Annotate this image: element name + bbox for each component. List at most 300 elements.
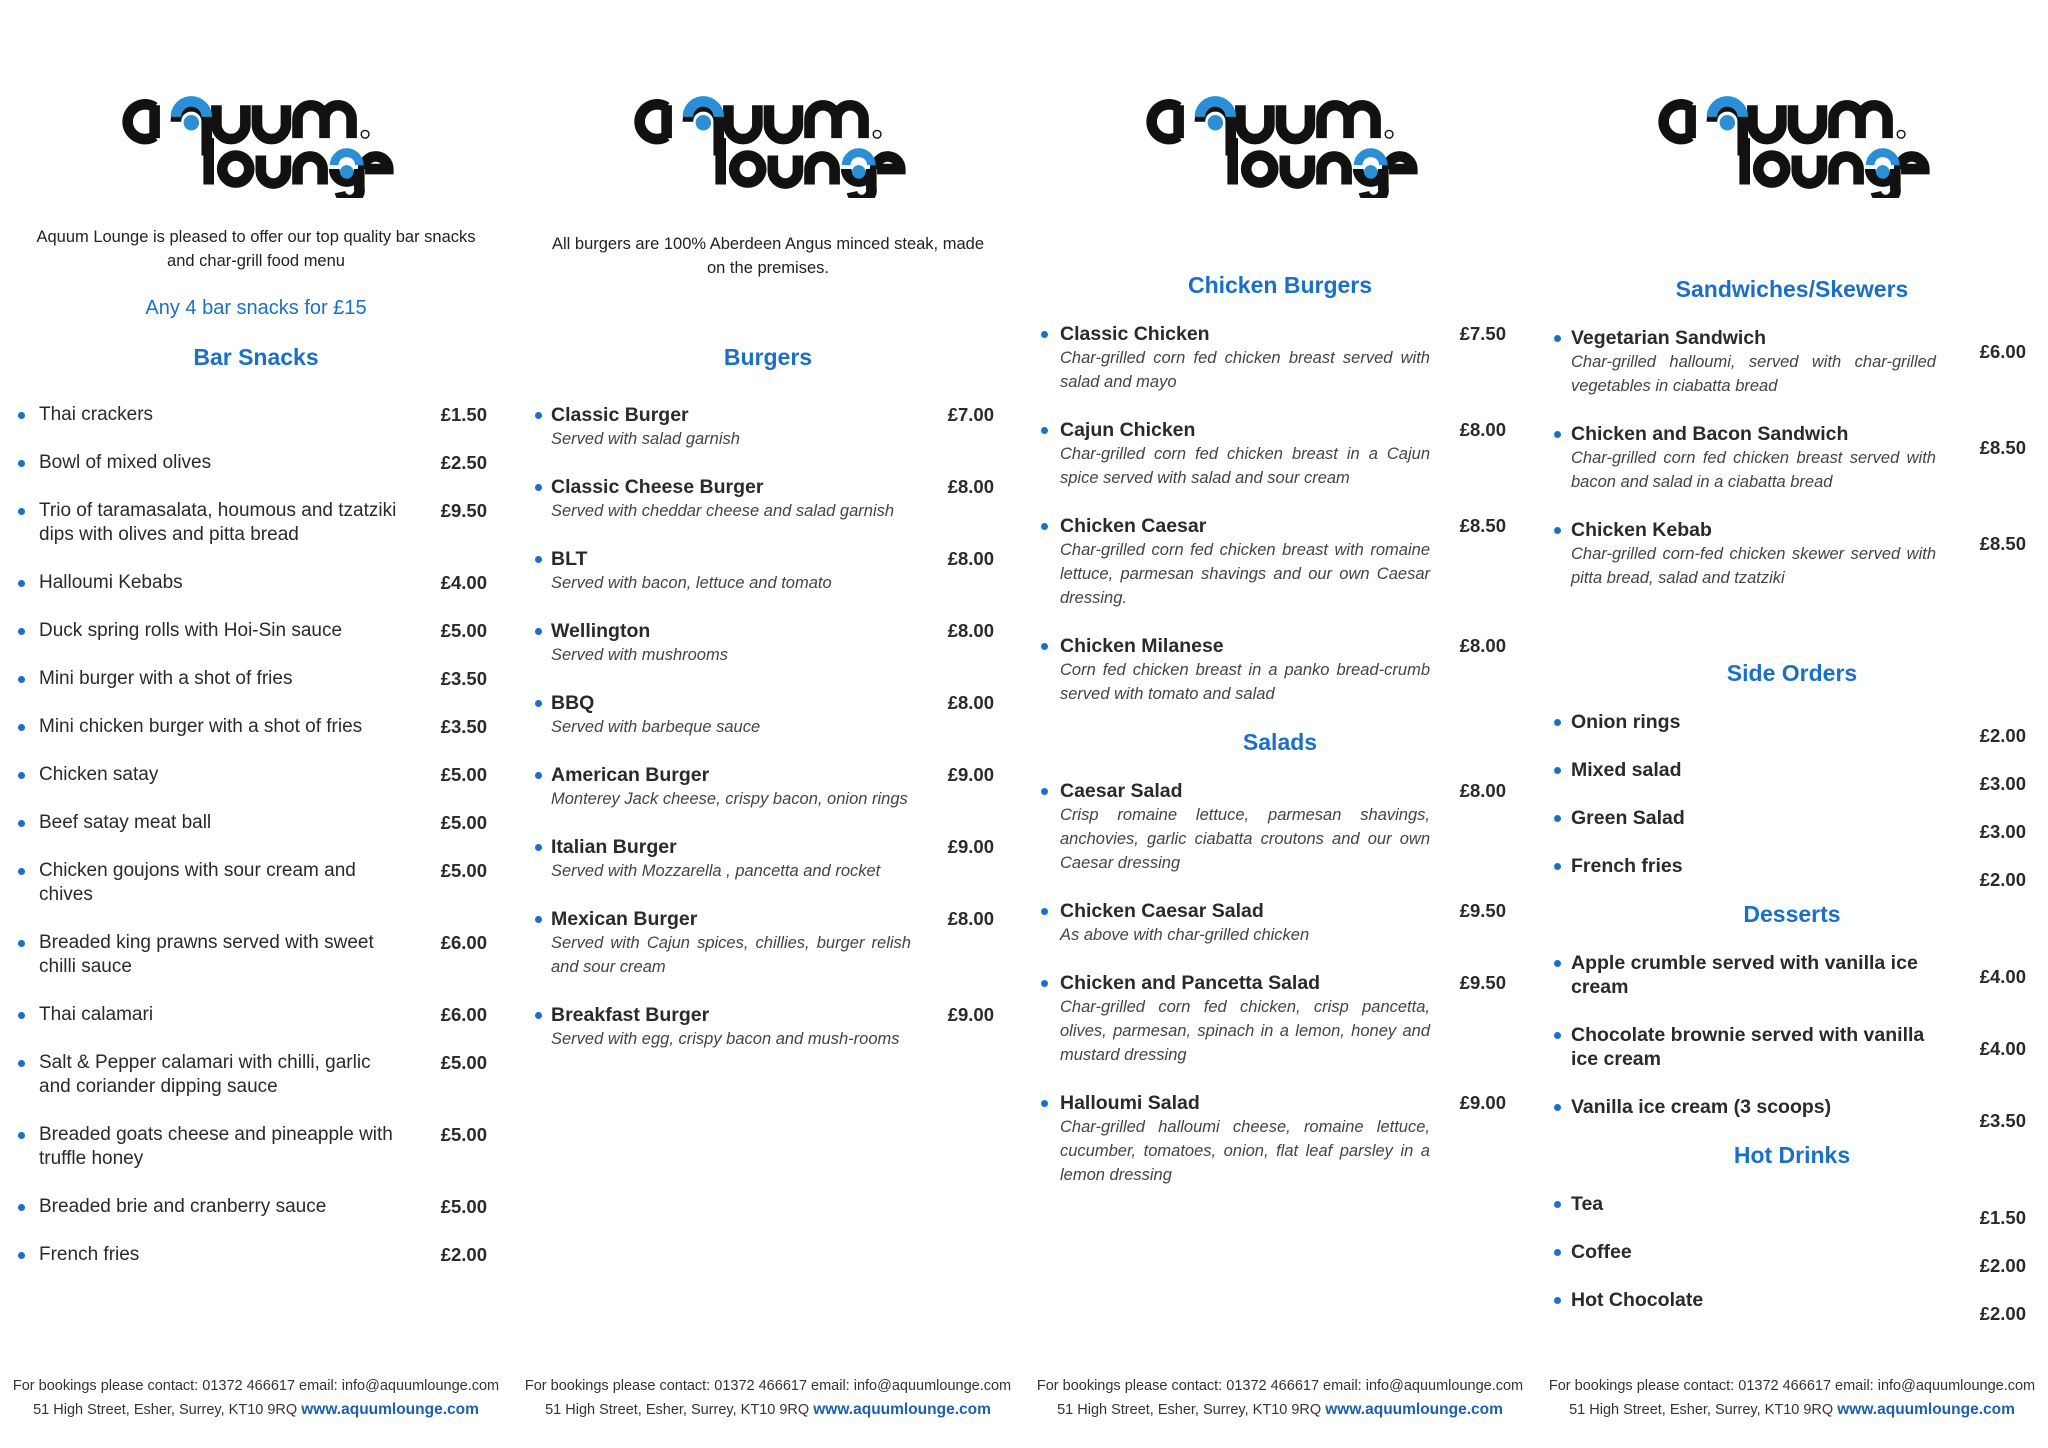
website-link[interactable]: www.aquumlounge.com (1325, 1401, 1503, 1418)
item-name: Classic Burger (551, 404, 689, 426)
menu-item (512, 835, 1024, 883)
item-body (1060, 514, 1430, 610)
menu-item (1024, 418, 1536, 490)
item-price: £6.00 (440, 1004, 487, 1025)
item-price: £9.00 (947, 836, 994, 857)
item-price: £3.00 (1979, 821, 2026, 842)
item-price: £8.00 (947, 620, 994, 641)
aquum-lounge-logo (628, 86, 908, 198)
footer-contact (1024, 1374, 1536, 1422)
item-name: Green Salad (1571, 807, 1685, 829)
item-description: Served with bacon, lettuce and tomato (551, 574, 832, 592)
menu-item (0, 931, 512, 979)
item-body (39, 403, 399, 427)
bullet-icon (1554, 863, 1561, 870)
item-name: American Burger (551, 764, 710, 786)
bullet-icon (18, 820, 25, 827)
item-description: Crisp romaine lettuce, parmesan shavings, anchovies, garlic ciabatta croutons and our own Caesar dressing (1060, 806, 1430, 872)
item-price: £8.00 (1459, 635, 1506, 656)
intro-text: Aquum Lounge is pleased to offer our top quality bar snacks and char-grill food menu (36, 228, 476, 270)
item-description: Char-grilled corn fed chicken breast served with salad and mayo (1060, 349, 1430, 391)
item-price: £8.50 (1979, 533, 2026, 554)
bullet-icon (1041, 643, 1048, 650)
bullet-icon (18, 412, 25, 419)
item-description: Served with salad garnish (551, 430, 740, 448)
aquum-lounge-logo (116, 86, 396, 198)
item-name: Chocolate brownie served with vanilla ice cream (1571, 1024, 1925, 1070)
item-body (39, 1195, 399, 1219)
menu-item (0, 1003, 512, 1027)
menu-item (1536, 1240, 2048, 1276)
item-price: £2.00 (1979, 1255, 2026, 1276)
item-price: £7.50 (1459, 323, 1506, 344)
menu-item (0, 1243, 512, 1267)
bullet-icon (535, 844, 542, 851)
menu-item (0, 403, 512, 427)
item-name: Chicken goujons with sour cream and chives (39, 860, 356, 905)
item-name: Apple crumble served with vanilla ice cream (1571, 952, 1918, 998)
item-name: Breaded brie and cranberry sauce (39, 1196, 327, 1217)
item-name: Chicken Caesar (1060, 515, 1207, 537)
menu-item (0, 571, 512, 595)
section-title: Salads (1242, 729, 1318, 755)
item-body (1571, 951, 1936, 999)
menu-item (1024, 971, 1536, 1067)
item-body (1571, 326, 1936, 398)
item-description: Served with barbeque sauce (551, 718, 761, 736)
item-name: Classic Chicken (1060, 323, 1210, 345)
item-price: £9.00 (947, 1004, 994, 1025)
item-name: BBQ (551, 692, 595, 714)
menu-item (0, 451, 512, 475)
menu-section (1024, 727, 1536, 1211)
item-body (39, 1243, 399, 1267)
menu-section (0, 342, 512, 1291)
menu-column (0, 0, 512, 1448)
bullet-icon (1041, 980, 1048, 987)
item-body (39, 667, 399, 691)
item-description: Char-grilled corn fed chicken, crisp pancetta, olives, parmesan, spinach in a lemon, honey and mustard dressing (1060, 998, 1430, 1064)
bullet-icon (18, 676, 25, 683)
bullet-icon (18, 1252, 25, 1259)
item-body (39, 859, 399, 907)
menu-item (512, 547, 1024, 595)
item-price: £5.00 (440, 1124, 487, 1145)
item-name: Chicken and Pancetta Salad (1060, 972, 1321, 994)
item-name: Italian Burger (551, 836, 677, 858)
item-price: £2.00 (1979, 869, 2026, 890)
item-body (39, 499, 399, 547)
item-description: Served with mushrooms (551, 646, 728, 664)
item-description: Char-grilled corn fed chicken breast in a Cajun spice served with salad and sour cream (1060, 445, 1430, 487)
item-name: Mixed salad (1571, 759, 1682, 781)
item-body (39, 451, 399, 475)
item-name: Mini chicken burger with a shot of fries (39, 716, 363, 737)
item-list (1024, 779, 1536, 1187)
item-price: £8.00 (1459, 780, 1506, 801)
menu-section (512, 342, 1024, 1075)
item-body (1571, 1288, 1936, 1312)
bullet-icon (1554, 815, 1561, 822)
menu-item (512, 403, 1024, 451)
menu-item (1536, 518, 2048, 590)
menu-column (1536, 0, 2048, 1448)
item-description: Char-grilled halloumi cheese, romaine lettuce, cucumber, tomatoes, onion, flat leaf parsley in a lemon dressing (1060, 1118, 1430, 1184)
item-name: Chicken Caesar Salad (1060, 900, 1264, 922)
item-name: Coffee (1571, 1241, 1632, 1263)
bullet-icon (1554, 960, 1561, 967)
item-body (1060, 1091, 1430, 1187)
item-list (0, 403, 512, 1267)
item-price: £3.50 (1979, 1110, 2026, 1131)
menu-item (0, 1123, 512, 1171)
menu-item (0, 1051, 512, 1099)
item-name: Onion rings (1571, 711, 1681, 733)
website-link[interactable]: www.aquumlounge.com (301, 1401, 479, 1418)
item-body (1571, 854, 1936, 878)
item-body (1060, 899, 1430, 947)
item-body (39, 1051, 399, 1099)
item-body (1060, 322, 1430, 394)
bullet-icon (1554, 1104, 1561, 1111)
bullet-icon (1554, 431, 1561, 438)
menu-item (0, 667, 512, 691)
bullet-icon (535, 484, 542, 491)
item-name: Duck spring rolls with Hoi-Sin sauce (39, 620, 343, 641)
menu-item (1536, 854, 2048, 890)
bullet-icon (535, 1012, 542, 1019)
section-title: Chicken Burgers (1187, 272, 1373, 298)
menu-item (512, 619, 1024, 667)
item-price: £2.00 (1979, 1303, 2026, 1324)
item-list (512, 403, 1024, 1051)
item-body (1571, 1023, 1936, 1071)
section-title: Desserts (1743, 901, 1841, 927)
item-price: £3.00 (1979, 773, 2026, 794)
item-price: £8.00 (1459, 419, 1506, 440)
menu-item (0, 1195, 512, 1219)
item-name: Chicken and Bacon Sandwich (1571, 423, 1849, 445)
item-name: Mexican Burger (551, 908, 698, 930)
menu-item (1024, 322, 1536, 394)
item-body (39, 931, 399, 979)
item-body (1571, 710, 1936, 734)
menu-item (0, 859, 512, 907)
item-body (551, 403, 911, 451)
section-title: Sandwiches/Skewers (1675, 276, 1909, 302)
item-description: Char-grilled halloumi, served with char-grilled vegetables in ciabatta bread (1571, 353, 1936, 395)
bullet-icon (18, 460, 25, 467)
item-price: £4.00 (440, 572, 487, 593)
footer-contact (512, 1374, 1024, 1422)
footer-address-line (0, 1398, 512, 1422)
footer-contact-line: For bookings please contact: 01372 466617 email: info@aquumlounge.com (1036, 1378, 1524, 1394)
menu-item (0, 715, 512, 739)
item-price: £3.50 (440, 668, 487, 689)
bullet-icon (1041, 523, 1048, 530)
bullet-icon (1554, 527, 1561, 534)
menu-item (512, 763, 1024, 811)
item-list (1024, 322, 1536, 706)
menu-item (512, 1003, 1024, 1051)
item-name: Caesar Salad (1060, 780, 1183, 802)
item-description: Char-grilled corn fed chicken breast served with bacon and salad in a ciabatta bread (1571, 449, 1936, 491)
menu-item (1536, 758, 2048, 794)
item-price: £9.50 (440, 500, 487, 521)
footer-address: 51 High Street, Esher, Surrey, KT10 9RQ (1569, 1402, 1834, 1418)
bullet-icon (18, 1060, 25, 1067)
item-list (1536, 710, 2048, 890)
menu-item (1536, 326, 2048, 398)
item-price: £9.00 (947, 764, 994, 785)
menu-item (0, 619, 512, 643)
bullet-icon (1554, 1032, 1561, 1039)
item-body (1060, 971, 1430, 1067)
bullet-icon (1554, 767, 1561, 774)
website-link[interactable]: www.aquumlounge.com (813, 1401, 991, 1418)
item-price: £8.00 (947, 692, 994, 713)
footer-contact-line: For bookings please contact: 01372 466617 email: info@aquumlounge.com (12, 1378, 500, 1394)
item-price: £6.00 (1979, 341, 2026, 362)
footer-address: 51 High Street, Esher, Surrey, KT10 9RQ (1057, 1402, 1322, 1418)
item-body (1060, 779, 1430, 875)
bullet-icon (1554, 1297, 1561, 1304)
menu-item (1536, 710, 2048, 746)
item-price: £8.00 (947, 548, 994, 569)
item-price: £9.50 (1459, 972, 1506, 993)
footer-contact (0, 1374, 512, 1422)
item-body (1571, 1095, 1936, 1119)
bullet-icon (1041, 1100, 1048, 1107)
item-price: £6.00 (440, 932, 487, 953)
promo-text: Any 4 bar snacks for £15 (145, 297, 367, 319)
menu-section (1536, 899, 2048, 1143)
menu-item (0, 763, 512, 787)
menu-item (1024, 514, 1536, 610)
bullet-icon (18, 628, 25, 635)
item-body (551, 475, 911, 523)
item-body (551, 763, 911, 811)
item-body (551, 1003, 911, 1051)
item-body (551, 691, 911, 739)
item-name: Tea (1571, 1193, 1604, 1215)
bullet-icon (535, 772, 542, 779)
footer-contact-line: For bookings please contact: 01372 466617 email: info@aquumlounge.com (524, 1378, 1012, 1394)
item-price: £4.00 (1979, 966, 2026, 987)
footer-contact (1536, 1374, 2048, 1422)
section-title: Side Orders (1726, 660, 1858, 686)
item-name: Vegetarian Sandwich (1571, 327, 1767, 349)
bullet-icon (18, 1132, 25, 1139)
item-name: Salt & Pepper calamari with chilli, garlic and coriander dipping sauce (39, 1052, 371, 1097)
item-name: BLT (551, 548, 588, 570)
item-name: Breakfast Burger (551, 1004, 710, 1026)
menu-section (1536, 1140, 2048, 1336)
bullet-icon (18, 508, 25, 515)
item-price: £9.00 (1459, 1092, 1506, 1113)
item-list (1536, 1192, 2048, 1324)
menu-item (1024, 634, 1536, 706)
bullet-icon (1554, 1201, 1561, 1208)
item-list (1536, 951, 2048, 1131)
item-price: £5.00 (440, 764, 487, 785)
menu-item (1536, 1192, 2048, 1228)
item-name: Beef satay meat ball (39, 812, 212, 833)
aquum-lounge-logo (1652, 86, 1932, 198)
bullet-icon (18, 580, 25, 587)
item-name: Cajun Chicken (1060, 419, 1196, 441)
item-name: Trio of taramasalata, houmous and tzatziki dips with olives and pitta bread (39, 500, 397, 545)
item-price: £8.50 (1459, 515, 1506, 536)
item-description: Served with egg, crispy bacon and mush-rooms (551, 1030, 900, 1048)
item-body (39, 763, 399, 787)
item-price: £5.00 (440, 1196, 487, 1217)
item-description: Char-grilled corn fed chicken breast with romaine lettuce, parmesan shavings and our own Caesar dressing. (1060, 541, 1430, 607)
bullet-icon (1554, 1249, 1561, 1256)
menu-item (1536, 1095, 2048, 1131)
menu-item (512, 475, 1024, 523)
item-body (1571, 422, 1936, 494)
menu-item (1536, 951, 2048, 999)
item-body (39, 715, 399, 739)
item-name: Vanilla ice cream (3 scoops) (1571, 1096, 1832, 1118)
item-body (1571, 806, 1936, 830)
item-body (39, 1003, 399, 1027)
menu-section (1024, 270, 1536, 730)
item-name: Classic Cheese Burger (551, 476, 764, 498)
item-name: Wellington (551, 620, 651, 642)
menu-item (1536, 1023, 2048, 1071)
bullet-icon (535, 628, 542, 635)
bullet-icon (18, 772, 25, 779)
item-price: £8.50 (1979, 437, 2026, 458)
bullet-icon (18, 940, 25, 947)
item-name: Bowl of mixed olives (39, 452, 212, 473)
menu-section (1536, 658, 2048, 902)
item-body (551, 619, 911, 667)
item-body (1571, 1240, 1936, 1264)
item-name: French fries (39, 1244, 140, 1265)
item-price: £9.50 (1459, 900, 1506, 921)
section-title: Burgers (723, 344, 813, 370)
bullet-icon (535, 412, 542, 419)
item-price: £5.00 (440, 1052, 487, 1073)
item-price: £5.00 (440, 860, 487, 881)
item-body (1060, 418, 1430, 490)
item-name: Breaded goats cheese and pineapple with truffle honey (39, 1124, 393, 1169)
bullet-icon (18, 1204, 25, 1211)
menu-item (0, 499, 512, 547)
bullet-icon (1041, 331, 1048, 338)
bullet-icon (535, 556, 542, 563)
item-price: £3.50 (440, 716, 487, 737)
item-name: Breaded king prawns served with sweet chilli sauce (39, 932, 374, 977)
bullet-icon (1041, 908, 1048, 915)
item-price: £5.00 (440, 812, 487, 833)
menu-item (0, 811, 512, 835)
aquum-lounge-logo (1140, 86, 1420, 198)
item-description: Monterey Jack cheese, crispy bacon, onion rings (551, 790, 908, 808)
footer-address: 51 High Street, Esher, Surrey, KT10 9RQ (33, 1402, 298, 1418)
item-body (39, 619, 399, 643)
item-price: £8.00 (947, 908, 994, 929)
bullet-icon (18, 724, 25, 731)
item-name: Hot Chocolate (1571, 1289, 1704, 1311)
bullet-icon (18, 868, 25, 875)
item-name: French fries (1571, 855, 1683, 877)
website-link[interactable]: www.aquumlounge.com (1837, 1401, 2015, 1418)
section-title: Bar Snacks (193, 344, 319, 370)
item-body (551, 547, 911, 595)
item-description: Served with Mozzarella , pancetta and rocket (551, 862, 881, 880)
item-name: Chicken satay (39, 764, 159, 785)
item-description: Served with Cajun spices, chillies, burger relish and sour cream (551, 934, 911, 976)
item-body (39, 571, 399, 595)
intro-text: All burgers are 100% Aberdeen Angus minced steak, made on the premises. (551, 235, 984, 277)
footer-address-line (1536, 1398, 2048, 1422)
item-price: £2.00 (440, 1244, 487, 1265)
menu-column (512, 0, 1024, 1448)
menu-item (1024, 1091, 1536, 1187)
item-name: Thai calamari (39, 1004, 154, 1025)
footer-address: 51 High Street, Esher, Surrey, KT10 9RQ (545, 1402, 810, 1418)
item-body (1060, 634, 1430, 706)
item-name: Halloumi Kebabs (39, 572, 183, 593)
item-name: Mini burger with a shot of fries (39, 668, 293, 689)
item-name: Chicken Milanese (1060, 635, 1224, 657)
item-body (1571, 1192, 1936, 1216)
item-list (1536, 326, 2048, 590)
item-body (39, 811, 399, 835)
item-price: £1.50 (1979, 1207, 2026, 1228)
footer-address-line (512, 1398, 1024, 1422)
bullet-icon (1041, 788, 1048, 795)
item-description: As above with char-grilled chicken (1060, 926, 1310, 944)
item-body (551, 907, 911, 979)
item-description: Corn fed chicken breast in a panko bread-crumb served with tomato and salad (1060, 661, 1430, 703)
item-price: £2.00 (1979, 725, 2026, 746)
item-price: £7.00 (947, 404, 994, 425)
bullet-icon (1554, 335, 1561, 342)
item-body (39, 1123, 399, 1171)
menu-item (1536, 422, 2048, 494)
item-price: £5.00 (440, 620, 487, 641)
item-price: £8.00 (947, 476, 994, 497)
item-body (551, 835, 911, 883)
section-title: Hot Drinks (1733, 1142, 1851, 1168)
menu-section (1536, 274, 2048, 614)
bullet-icon (1554, 719, 1561, 726)
footer-contact-line: For bookings please contact: 01372 466617 email: info@aquumlounge.com (1548, 1378, 2036, 1394)
item-name: Thai crackers (39, 404, 154, 425)
menu-item (512, 691, 1024, 739)
footer-address-line (1024, 1398, 1536, 1422)
item-description: Char-grilled corn-fed chicken skewer served with pitta bread, salad and tzatziki (1571, 545, 1936, 587)
menu-column (1024, 0, 1536, 1448)
bullet-icon (535, 916, 542, 923)
item-price: £4.00 (1979, 1038, 2026, 1059)
item-description: Served with cheddar cheese and salad garnish (551, 502, 895, 520)
bullet-icon (535, 700, 542, 707)
item-body (1571, 758, 1936, 782)
bullet-icon (18, 1012, 25, 1019)
menu-item (1024, 899, 1536, 947)
item-name: Halloumi Salad (1060, 1092, 1200, 1114)
item-price: £2.50 (440, 452, 487, 473)
menu-item (1536, 1288, 2048, 1324)
menu-item (512, 907, 1024, 979)
menu-item (1536, 806, 2048, 842)
